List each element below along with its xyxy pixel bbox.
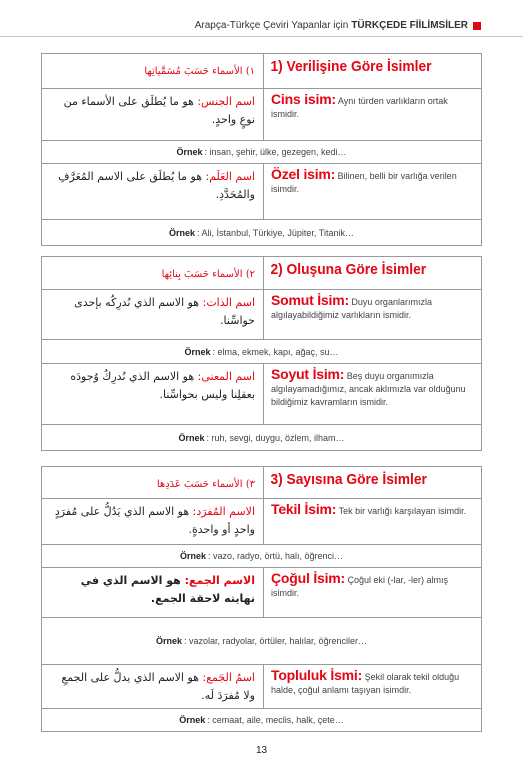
page-number: 13 — [255, 745, 268, 756]
turkish-definition: Somut İsim: Duyu organlarımızla algılayabildiğimiz varlıkların ismidir. — [271, 292, 432, 320]
running-header — [195, 20, 481, 31]
definition-row — [42, 89, 481, 141]
turkish-definition: Soyut İsim: Beş duyu organımızla algılayamadığımız, ancak aklımızla var olduğunu bildiğimiz kavramların ismidir. — [271, 366, 466, 407]
arabic-definition: اسم الذات: هو الاسم الذي نُدرِكُه بإحدى حواسِّنا. — [42, 290, 264, 339]
example-row: Örnek : Ali, İstanbul, Türkiye, Jüpiter, Titanik… — [169, 227, 354, 238]
arabic-definition: اسم المعنى: هو الاسم الذي نُدرِكُ وُجودَه بعقلِنا وليس بحواسِّنا. — [42, 364, 264, 424]
definition-row — [42, 568, 481, 618]
definition-row — [42, 290, 481, 340]
header-title: Arapça-Türkçe Çeviri Yapanlar için — [194, 20, 349, 31]
turkish-definition: Özel isim: Bilinen, belli bir varlığa verilen isimdir. — [271, 166, 457, 194]
header-title-bold: TÜRKÇEDE FİİLİMSİLER — [351, 20, 468, 31]
arabic-heading: ٣) الأسماء حَسَبَ عَدَدِها — [42, 467, 264, 498]
section-heading-row — [42, 467, 481, 499]
example-row: Örnek : ruh, sevgi, duygu, özlem, ilham… — [178, 432, 345, 443]
example-row: Örnek : insan, şehir, ülke, gezegen, kedi… — [42, 141, 481, 164]
section-heading-row — [42, 257, 481, 290]
turkish-definition: Cins isim: Aynı türden varlıkların ortak ismidir. — [271, 91, 448, 119]
turkish-definition: Topluluk İsmi: Şekil olarak tekil olduğu halde, çoğul anlamı taşıyan isimdir. — [271, 667, 460, 695]
arabic-definition: الاسم الجمع: هو الاسم الذي في نهايته لاحقة الجمع. — [42, 568, 264, 617]
section-heading-row — [42, 54, 481, 89]
turkish-heading: 3) Sayısına Göre İsimler — [270, 471, 427, 488]
definition-row — [42, 499, 481, 545]
example-row: Örnek : cemaat, aile, meclis, halk, çete… — [179, 715, 344, 725]
turkish-heading: 1) Verilişine Göre İsimler — [270, 58, 432, 75]
arabic-heading: ٢) الأسماء حَسَبَ بِنائِها — [42, 257, 264, 289]
example-row: Örnek : elma, ekmek, kapı, ağaç, su… — [42, 340, 481, 364]
arabic-heading: ١) الأسماء حَسَبَ مُسَمَّياتِها — [42, 54, 264, 88]
red-square-icon — [473, 22, 481, 30]
definition-row — [42, 665, 481, 709]
turkish-definition: Tekil İsim: Tek bir varlığı karşılayan isimdir. — [271, 501, 467, 517]
arabic-definition: اسم العَلَم: هو ما يُطلَق على الاسم المُعَرَّفِ والمُحَدَّدِ. — [42, 164, 264, 219]
arabic-definition: اسم الجنس: هو ما يُطلَق على الأسماء من نوعٍ واحدٍ. — [42, 89, 264, 140]
arabic-definition: الاسم المُفرَد: هو الاسم الذي يَدُلُّ على مُفرَدٍ واحدٍ أو واحدةٍ. — [42, 499, 264, 544]
definition-row — [42, 364, 481, 425]
turkish-definition: Çoğul İsim: Çoğul eki (-lar, -ler) almış isimdir. — [271, 570, 449, 598]
example-row: Örnek : vazolar, radyolar, örtüler, halılar, öğrenciler… — [42, 618, 481, 665]
section-table-1 — [41, 53, 482, 246]
turkish-heading: 2) Oluşuna Göre İsimler — [270, 261, 427, 278]
arabic-definition: اسمُ الجَمع: هو الاسم الذي يدلُّ على الجمعِ ولا مُفرَدَ لَه. — [42, 665, 264, 708]
definition-row — [42, 164, 481, 220]
header-rule — [0, 36, 523, 37]
section-table-3 — [41, 466, 482, 732]
section-table-2 — [41, 256, 482, 451]
example-row: Örnek : vazo, radyo, örtü, halı, öğrenci… — [42, 545, 481, 568]
